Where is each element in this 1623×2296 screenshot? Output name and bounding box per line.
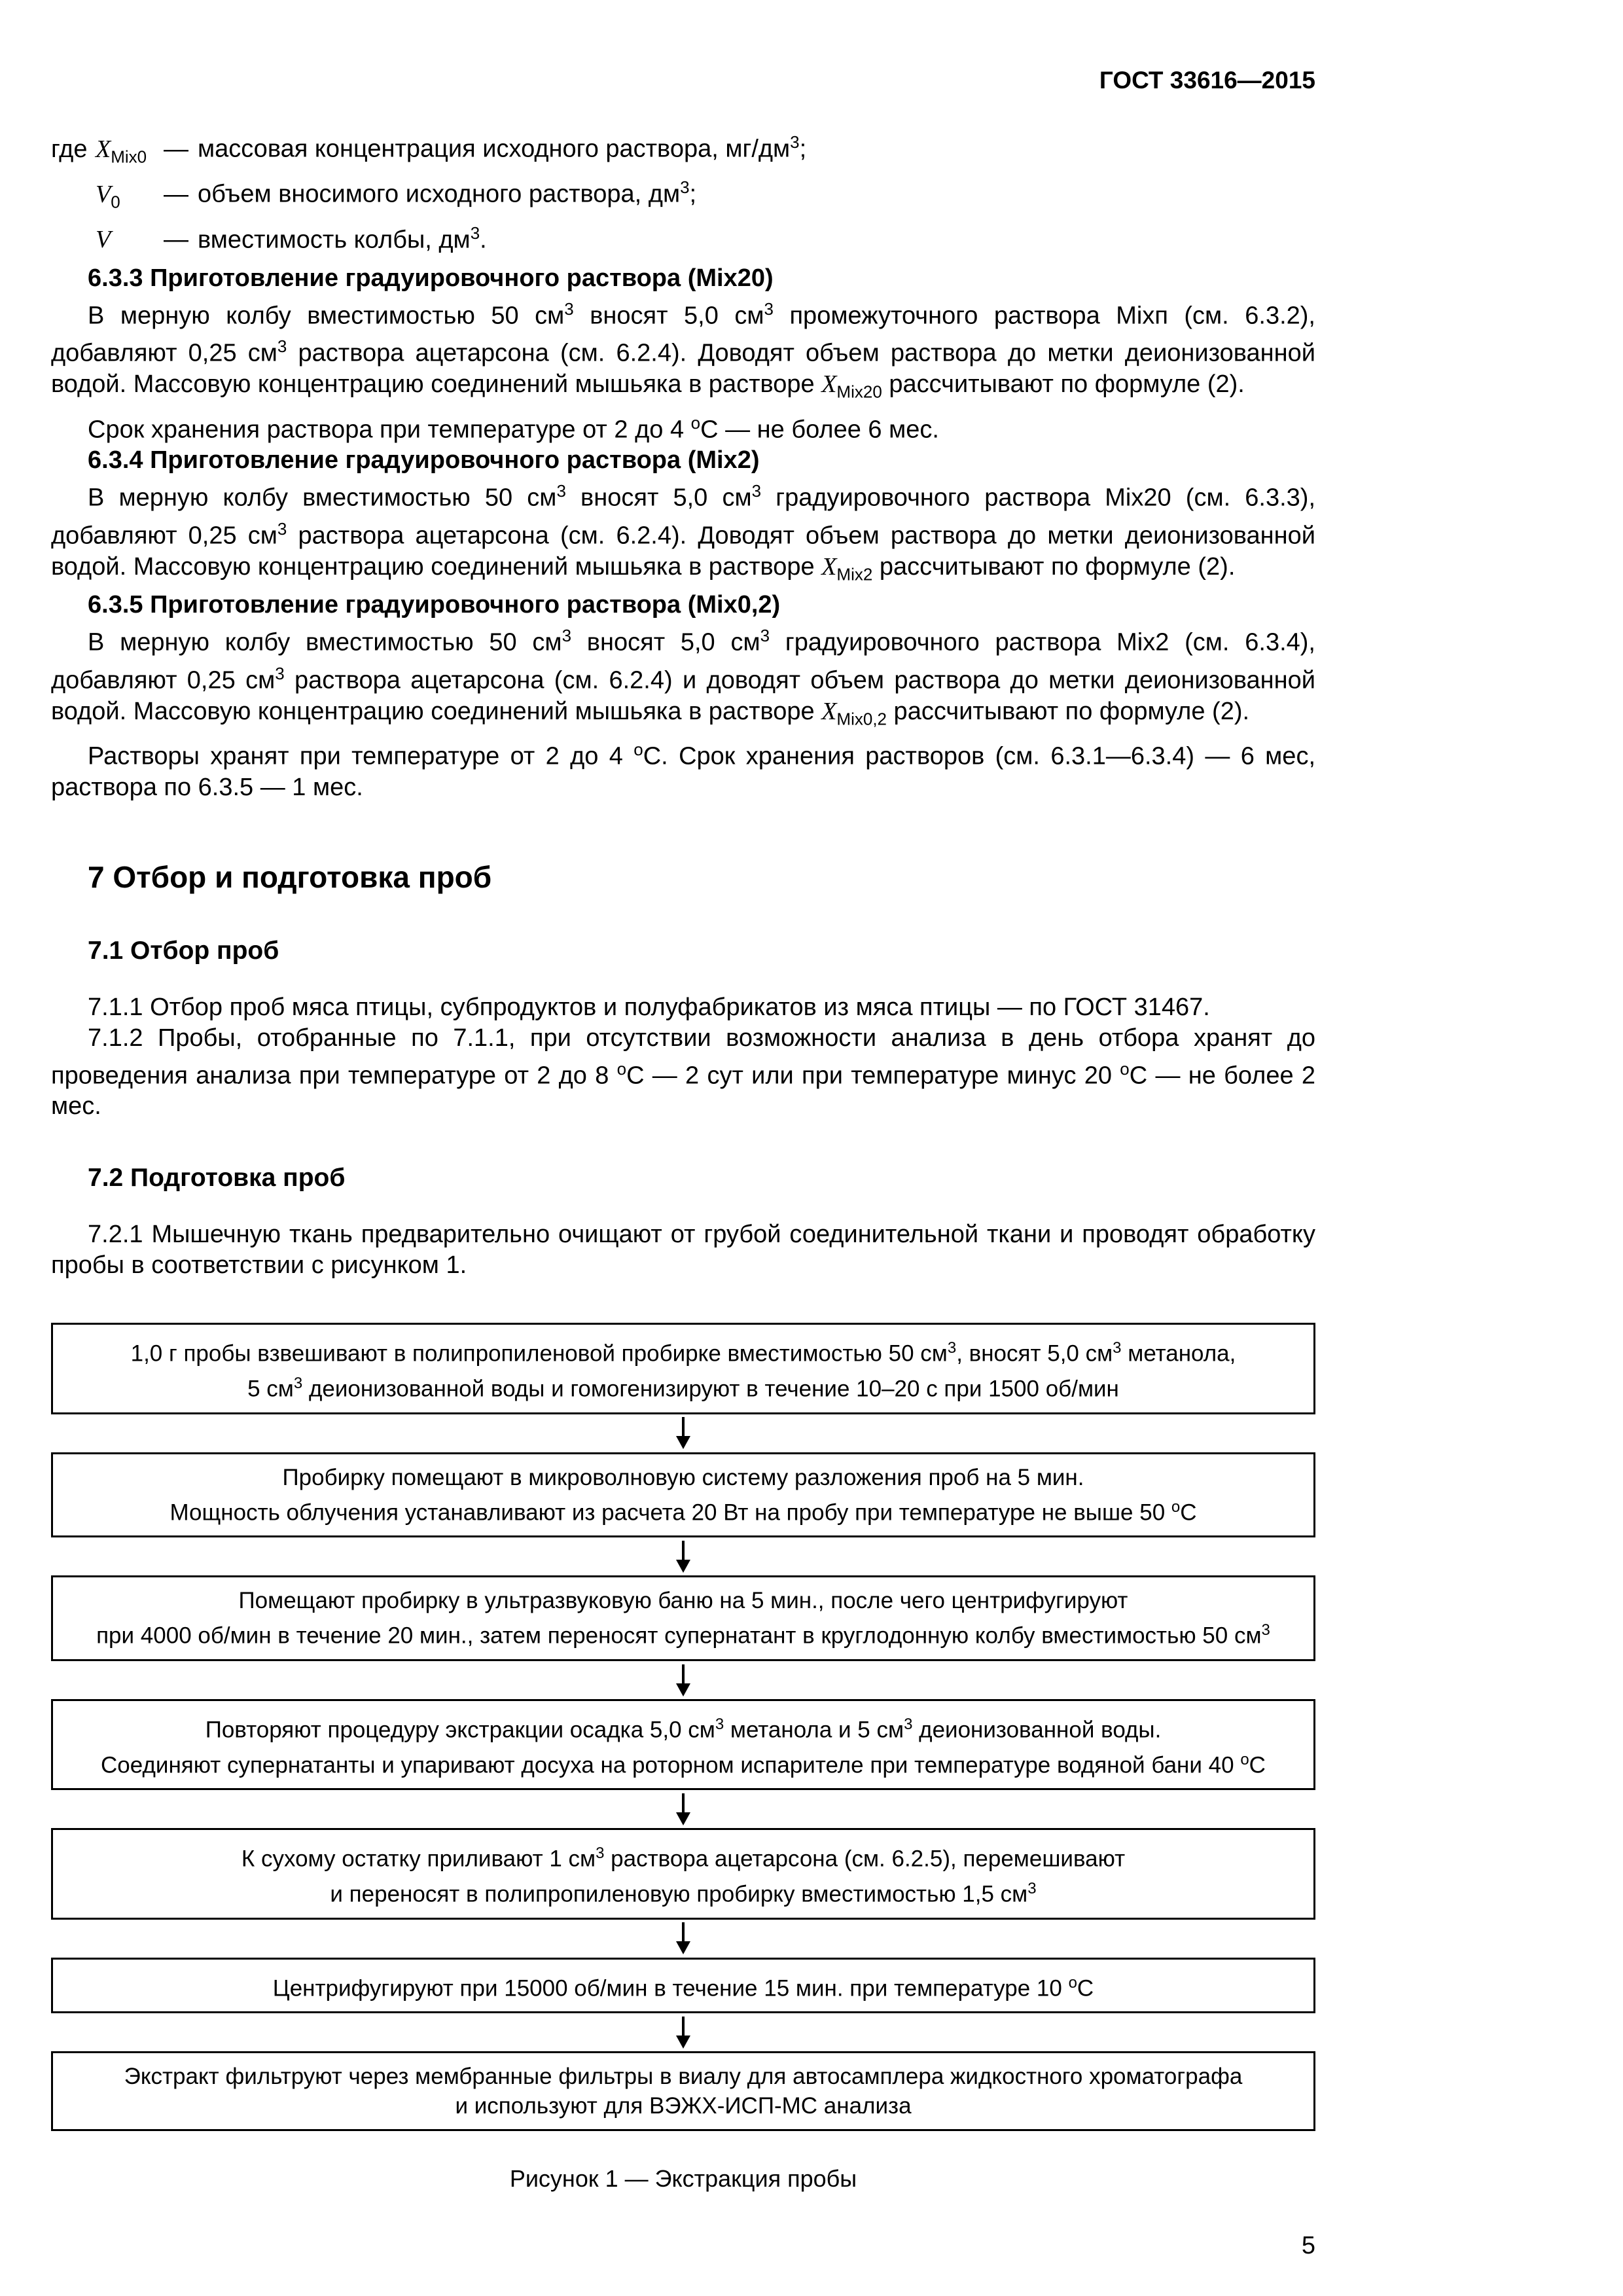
heading-7-1: 7.1 Отбор проб: [88, 936, 279, 965]
down-arrow-icon: [51, 2013, 1315, 2051]
paragraph-6-3-3-storage: Срок хранения раствора при температуре от 2 до 4 $^о$С — не более 6 мес.: [88, 412, 939, 444]
paragraph-6-3-3: В мерную колбу вместимостью 50 $см^3$ вносят 5,0 $см^3$ промежуточного раствора Mixп (см. 6.3.2), добавляют 0,25 $см^3$ раствора ацетарсона (см. 6.2.4). Доводят объем раствора до метки деионизованной водой. Массовую концентрацию соединений мышьяка в растворе $X_{Mix20}$ рассчитывают по формуле (2).: [51, 298, 1315, 402]
arrow-head: [676, 1683, 690, 1696]
down-arrow-icon: [51, 1920, 1315, 1958]
down-arrow-icon: [51, 1661, 1315, 1699]
sample-extraction-flowchart: [51, 1323, 1315, 2131]
term-symbol: V: [96, 226, 111, 254]
arrow-stem: [682, 1922, 685, 1942]
definition-description: вместимость колбы, $дм^3$.: [198, 223, 487, 254]
down-arrow-icon: [51, 1537, 1315, 1575]
definition-row: [51, 218, 1315, 263]
definition-description: массовая концентрация исходного раствора, $мг/дм^3$;: [198, 132, 807, 163]
paragraph-7-1-2: 7.1.2 Пробы, отобранные по 7.1.1, при отсутствии возможности анализа в день отбора хранят до проведения анализа при температуре от 2 до 8 $^о$С — 2 сут или при температуре минус 20 $^о$С — не более 2 мес.: [51, 1024, 1316, 1121]
heading-6-3-4: 6.3.4 Приготовление градуировочного раствора (Mix2): [88, 446, 760, 475]
definition-row: [51, 172, 1315, 217]
document-content: [51, 0, 1315, 2260]
definition-row: [51, 127, 1315, 172]
flow-step-5: К сухому остатку приливают 1 $см^3$ раствора ацетарсона (см. 6.2.5), перемешивают и переносят в полипропиленовую пробирку вместимостью 1,5 $см^3$: [51, 1828, 1315, 1919]
term-symbol: V: [96, 180, 111, 208]
arrow-stem: [682, 1417, 685, 1437]
definition-term: [96, 134, 164, 173]
page-number: 5: [1301, 2232, 1315, 2260]
term-symbol: X: [96, 135, 111, 163]
figure-caption: Рисунок 1 — Экстракция пробы: [509, 2165, 857, 2193]
flow-step-2: Пробирку помещают в микроволновую систему разложения проб на 5 мин. Мощность облучения устанавливают из расчета 20 Вт на пробу при температуре не выше 50 $^о$С: [51, 1452, 1315, 1538]
definition-description: объем вносимого исходного раствора, $дм^3$;: [198, 177, 697, 208]
flow-step-3: Помещают пробирку в ультразвуковую баню на 5 мин., после чего центрифугируют при 4000 об/мин в течение 20 мин., затем переносят супернатант в круглодонную колбу вместимостью 50 $см^3$: [51, 1575, 1315, 1661]
flow-step-6: Центрифугируют при 15000 об/мин в течение 15 мин. при температуре 10 $^о$С: [51, 1958, 1315, 2014]
paragraph-7-1-1: 7.1.1 Отбор проб мяса птицы, субпродуктов и полуфабрикатов из мяса птицы — по ГОСТ 31467.: [88, 993, 1210, 1021]
arrow-head: [676, 1560, 690, 1573]
arrow-stem: [682, 1664, 685, 1684]
document-header: ГОСТ 33616—2015: [1099, 67, 1315, 94]
definition-term: [96, 224, 164, 263]
heading-6-3-5: 6.3.5 Приготовление градуировочного раствора (Mix0,2): [88, 591, 781, 619]
arrow-stem: [682, 1793, 685, 1813]
paragraph-7-2-1: 7.2.1 Мышечную ткань предварительно очищают от грубой соединительной ткани и проводят обработку пробы в соответствии с рисунком 1.: [51, 1221, 1315, 1280]
down-arrow-icon: [51, 1790, 1315, 1828]
arrow-head: [676, 1941, 690, 1954]
flow-step-1: 1,0 г пробы взвешивают в полипропиленовой пробирке вместимостью 50 $см^3$, вносят 5,0 $см^3$ метанола, 5 $см^3$ деионизованной воды и гомогенизируют в течение 10–20 с при 1500 об/мин: [51, 1323, 1315, 1414]
definition-dash: —: [164, 135, 188, 163]
paragraph-solutions-storage: Растворы хранят при температуре от 2 до 4 $^о$С. Срок хранения растворов (см. 6.3.1—6.3.4) — 6 мес, раствора по 6.3.5 — 1 мес.: [51, 740, 1315, 801]
flow-step-4: Повторяют процедуру экстракции осадка 5,0 $см^3$ метанола и 5 $см^3$ деионизованной воды. Соединяют супернатанты и упаривают досуха на роторном испарителе при температуре водяной бани 40 $^о$С: [51, 1699, 1315, 1790]
definition-lead: где: [51, 135, 88, 163]
heading-section-7: 7 Отбор и подготовка проб: [88, 859, 492, 894]
arrow-head: [676, 1812, 690, 1825]
arrow-stem: [682, 1541, 685, 1560]
definition-dash: —: [164, 180, 188, 208]
flow-step-7: Экстракт фильтруют через мембранные фильтры в виалу для автосамплера жидкостного хроматографа и используют для ВЭЖХ-ИСП-МС анализа: [51, 2051, 1315, 2131]
term-subscript: Mix0: [111, 147, 147, 167]
definition-dash: —: [164, 226, 188, 254]
definition-term: [96, 179, 164, 218]
term-subscript: 0: [111, 192, 120, 212]
arrow-stem: [682, 2017, 685, 2036]
down-arrow-icon: [51, 1414, 1315, 1452]
paragraph-6-3-5: В мерную колбу вместимостью 50 $см^3$ вносят 5,0 $см^3$ градуировочного раствора Mix2 (см. 6.3.4), добавляют 0,25 $см^3$ раствора ацетарсона (см. 6.2.4) и доводят объем раствора до метки деионизованной водой. Массовую концентрацию соединений мышьяка в растворе $X_{Mix0,2}$ рассчитывают по формуле (2).: [51, 626, 1316, 729]
arrow-head: [676, 2036, 690, 2049]
symbol-definitions: [51, 127, 1315, 263]
paragraph-6-3-4: В мерную колбу вместимостью 50 $см^3$ вносят 5,0 $см^3$ градуировочного раствора Mix20 (см. 6.3.3), добавляют 0,25 $см^3$ раствора ацетарсона (см. 6.2.4). Доводят объем раствора до метки деионизованной водой. Массовую концентрацию соединений мышьяка в растворе $X_{Mix2}$ рассчитывают по формуле (2).: [51, 481, 1316, 584]
heading-6-3-3: 6.3.3 Приготовление градуировочного раствора (Mix20): [88, 264, 774, 292]
arrow-head: [676, 1436, 690, 1449]
heading-7-2: 7.2 Подготовка проб: [88, 1164, 346, 1193]
